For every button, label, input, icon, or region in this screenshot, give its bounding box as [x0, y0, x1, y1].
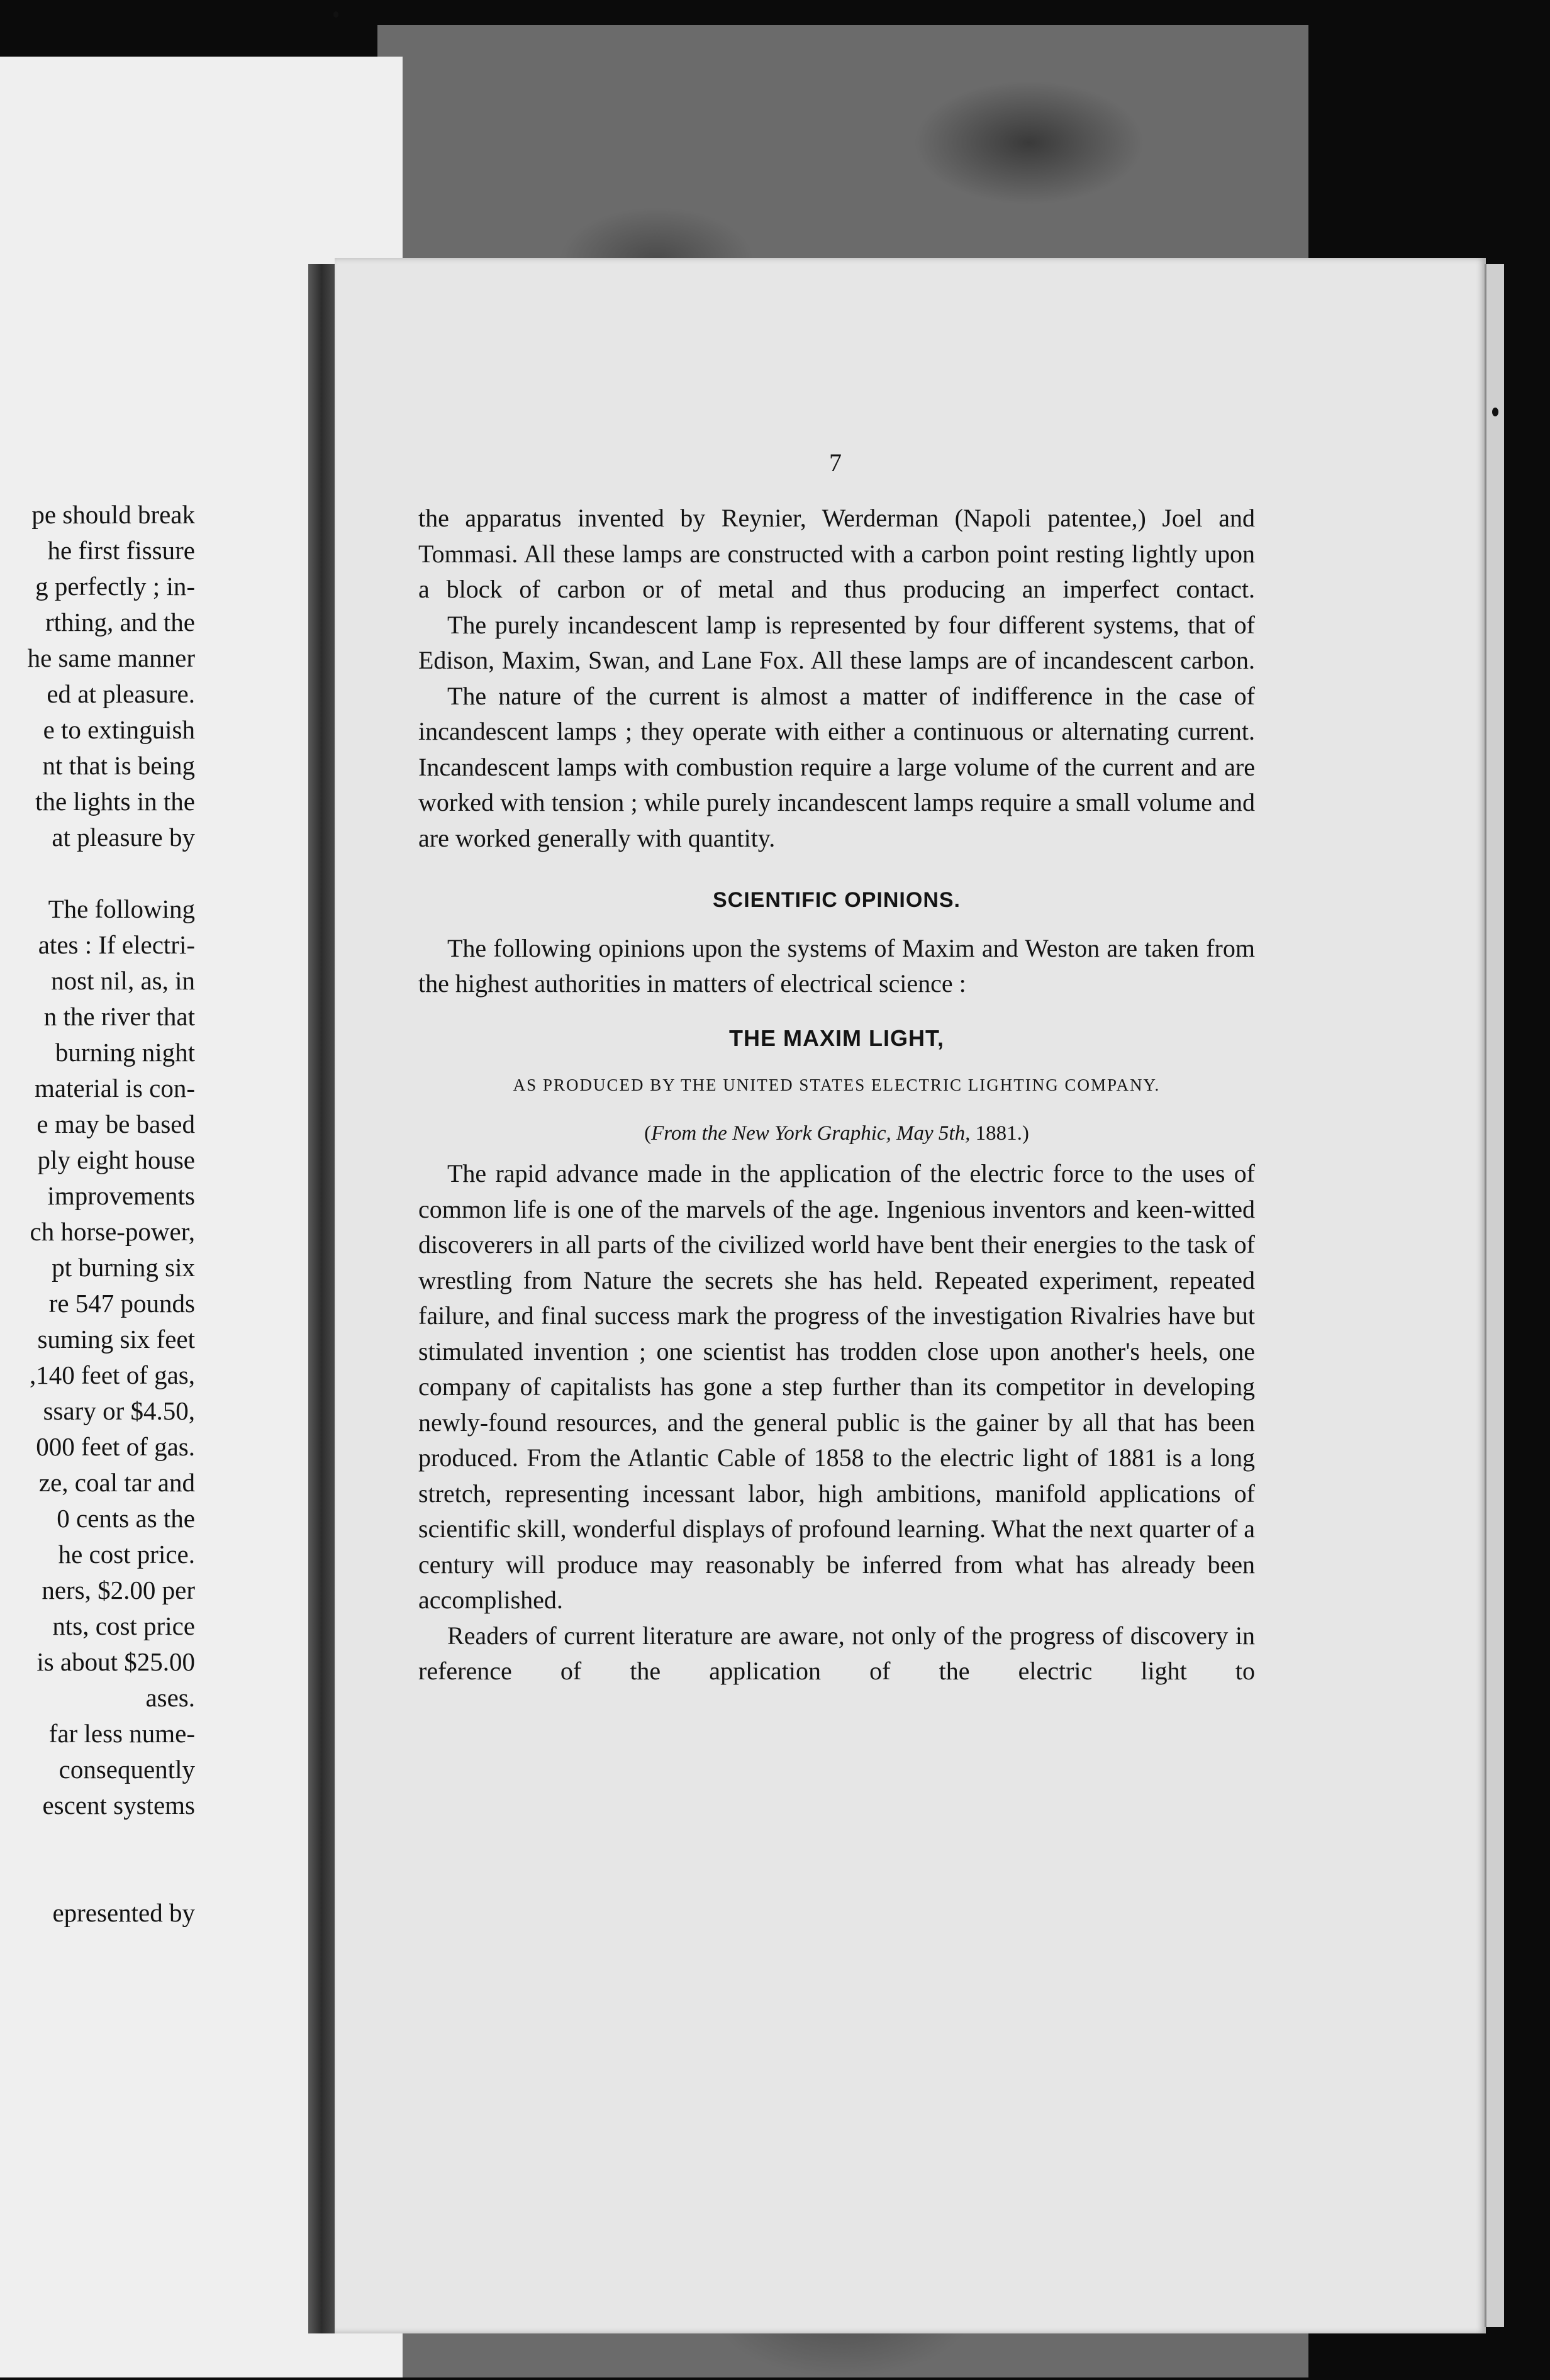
left-page-line: far less nume- — [48, 1719, 195, 1748]
source-close: 1881.) — [970, 1121, 1029, 1145]
left-page-line: ssary or $4.50, — [43, 1396, 195, 1425]
heading-maxim-light: THE MAXIM LIGHT, — [729, 1025, 944, 1051]
left-page-line: at pleasure by — [52, 823, 195, 852]
left-page-line: e to extinguish — [43, 715, 195, 744]
paragraph-readers: Readers of current literature are aware, not only of the progress of discovery in reference of the application of the electric light to — [418, 1621, 1255, 1685]
left-page-line: nost nil, as, in — [51, 966, 195, 995]
subheading-produced-by: AS PRODUCED BY THE UNITED STATES ELECTRIC LIGHTING COMPANY. — [513, 1076, 1161, 1094]
left-page-line: 0 cents as the — [57, 1504, 195, 1533]
source-open: ( — [644, 1121, 652, 1145]
paragraph-nature-of-current: The nature of the current is almost a matter of indifference in the case of incandescent lamps ; they operate with either a continuous or alternating current. Incandescent lamps with combustion require a large volume of the current and are worked with tension ; while purely incandescent lamps require a small volume and are worked generally with quantity. — [418, 681, 1255, 852]
left-page-line: is about $25.00 — [36, 1647, 195, 1676]
paragraph-rapid-advance: The rapid advance made in the application of the electric force to the uses of common life is one of the marvels of the age. Ingenious inventors and keen-witted discoverers in all parts of the civilized world have bent their energies to the task of wrestling from Nature the secrets she has held. Repeated experiment, repeated failure, and final success mark the progress of the investigation Rivalries have but stimulated invention ; one scientist has trodden close upon another's heels, one company of capitalists has gone a step further than its competitor in developing newly-found resources, and the general public is the gainer by all that has been produced. From the Atlantic Cable of 1858 to the electric light of 1881 is a long stretch, representing incessant labor, high ambitions, manifold applications of scientific skill, wonderful displays of profound learning. What the next quarter of a century will produce may reasonably be inferred from what has already been accomplished. — [418, 1159, 1255, 1614]
left-page-line: rthing, and the — [45, 608, 195, 637]
left-page-line: pt burning six — [52, 1253, 195, 1282]
left-page-line: ases. — [145, 1683, 195, 1712]
left-page-line: ze, coal tar and — [38, 1468, 195, 1497]
left-page-line: material is con- — [34, 1074, 195, 1103]
left-page-line: e may be based — [36, 1109, 195, 1138]
left-page-text — [0, 497, 195, 1931]
paragraph-intro: The following opinions upon the systems of Maxim and Weston are taken from the highest authorities in matters of electrical science : — [418, 933, 1255, 998]
left-page-line: ed at pleasure. — [47, 679, 195, 708]
heading-scientific-opinions: SCIENTIFIC OPINIONS. — [712, 888, 961, 912]
left-page-line — [0, 855, 195, 891]
left-page-line: g perfectly ; in- — [35, 572, 195, 601]
page-edge — [1485, 264, 1504, 2327]
left-page-line: n the river that — [43, 1002, 195, 1031]
left-page-line: the lights in the — [35, 787, 195, 816]
source-italic: From the New York Graphic, May 5th, — [651, 1121, 971, 1145]
left-page-line: he cost price. — [58, 1540, 195, 1569]
left-page-line: he same manner — [27, 643, 195, 672]
left-page-line: nt that is being — [42, 751, 195, 780]
left-page-line — [0, 1859, 195, 1895]
left-page-line: escent systems — [42, 1791, 195, 1820]
page-text-column — [418, 501, 1255, 1689]
left-page-line: burning night — [55, 1038, 195, 1067]
left-page-line: ch horse-power, — [30, 1217, 195, 1246]
dust-speck — [1492, 408, 1498, 416]
left-page-line: consequently — [59, 1755, 195, 1784]
left-page-line: ,140 feet of gas, — [30, 1360, 195, 1389]
left-page-line: improvements — [47, 1181, 195, 1210]
left-page-line: he first fissure — [47, 536, 195, 565]
dust-speck — [333, 11, 338, 18]
left-page-line: suming six feet — [37, 1325, 195, 1354]
left-page-line: ners, $2.00 per — [42, 1576, 195, 1604]
paragraph-apparatus: the apparatus invented by Reynier, Werderman (Napoli patentee,) Joel and Tommasi. All these lamps are constructed with a carbon point resting lightly upon a block of carbon or of metal and thus producing an imperfect contact. — [418, 504, 1255, 603]
left-page-line: ates : If electri- — [38, 930, 195, 959]
left-page-line: 000 feet of gas. — [36, 1432, 195, 1461]
paragraph-purely-incandescent: The purely incandescent lamp is represented by four different systems, that of Edison, Maxim, Swan, and Lane Fox. All these lamps are of incandescent carbon. — [418, 610, 1255, 674]
left-page-line: The following — [48, 894, 195, 923]
left-page-line: re 547 pounds — [48, 1289, 195, 1318]
left-page-line: ply eight house — [37, 1145, 195, 1174]
source-citation — [418, 1116, 1255, 1152]
left-page-line — [0, 1823, 195, 1859]
binding-shadow — [308, 264, 335, 2333]
page-number: 7 — [829, 448, 842, 477]
left-page-line: pe should break — [31, 500, 195, 529]
left-page-line: epresented by — [52, 1898, 195, 1927]
left-page-line: nts, cost price — [52, 1611, 195, 1640]
